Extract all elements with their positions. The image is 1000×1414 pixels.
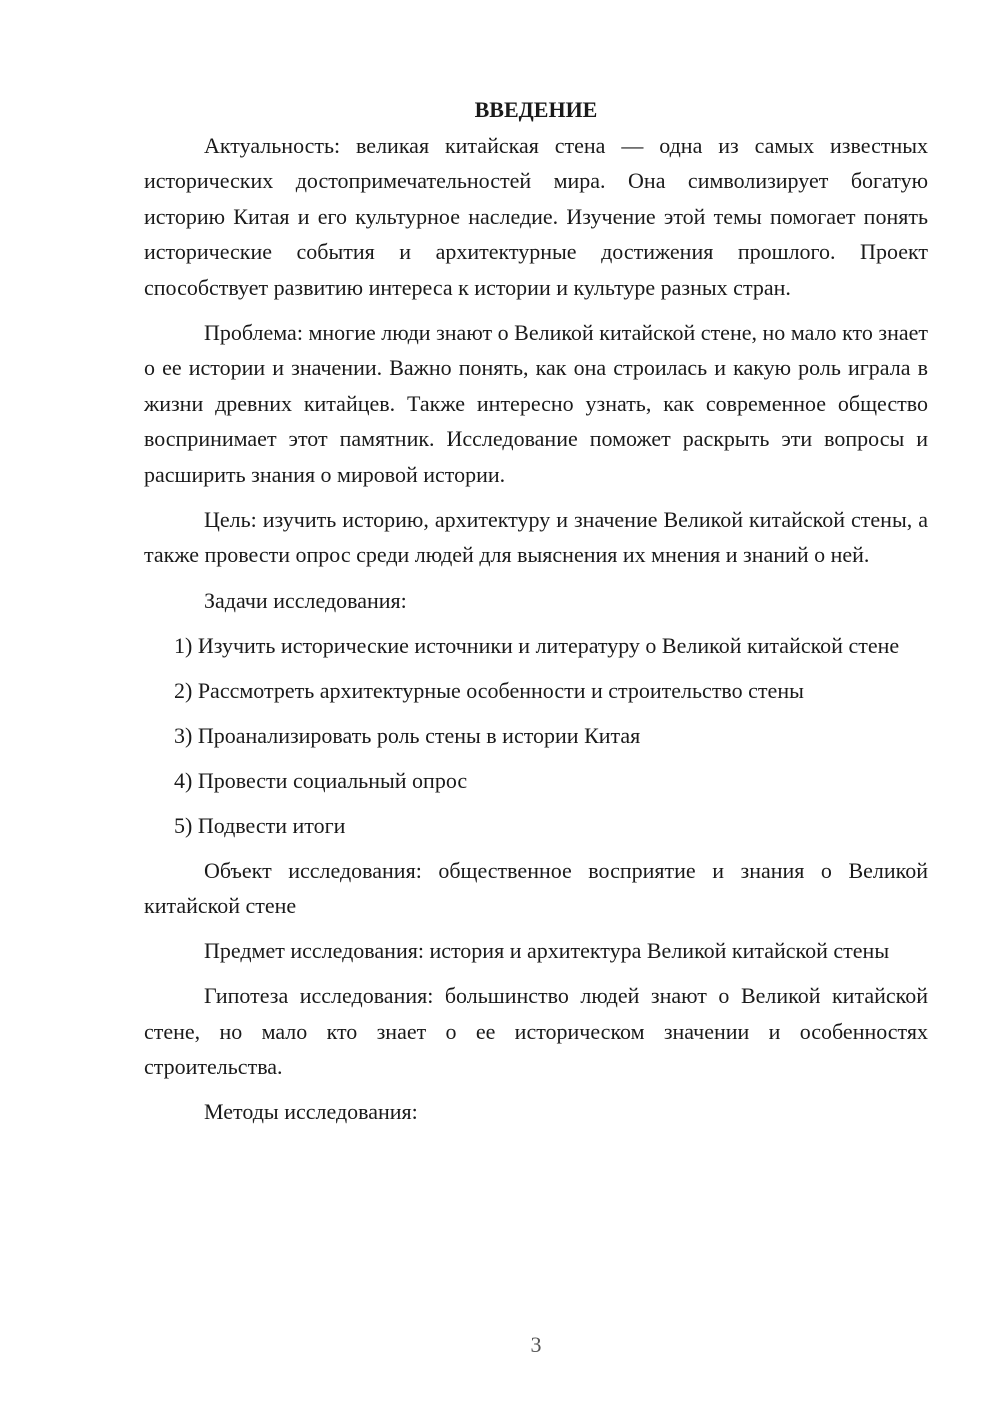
page-content	[144, 92, 928, 1130]
hypothesis-paragraph: Гипотеза исследования: большинство людей знают о Великой китайской стене, но мало кто знает о ее историческом значении и особенностях строительства.	[144, 983, 928, 1080]
object-paragraph: Объект исследования: общественное восприятие и знания о Великой китайской стене	[144, 857, 928, 919]
task-item-4: 4) Провести социальный опрос	[174, 767, 468, 793]
paragraph-spacer	[144, 1085, 928, 1095]
paragraph-spacer	[144, 753, 928, 763]
page-number: 3	[530, 1332, 542, 1357]
paragraph-spacer	[144, 708, 928, 718]
tasks-heading: Задачи исследования:	[204, 587, 407, 613]
task-item-2: 2) Рассмотреть архитектурные особенности и строительство стены	[174, 677, 804, 703]
paragraph-spacer	[144, 969, 928, 979]
relevance-paragraph: Актуальность: великая китайская стена — одна из самых известных исторических достопримечательностей мира. Она символизирует богатую историю Китая и его культурное наследие. Изучение этой темы помогает понять исторические события и архитектурные достижения прошлого. Проект способствует развитию интереса к истории и культуре разных стран.	[144, 133, 928, 300]
page-title: ВВЕДЕНИЕ	[474, 97, 598, 122]
paragraph-spacer	[144, 798, 928, 808]
problem-paragraph: Проблема: многие люди знают о Великой китайской стене, но мало кто знает о ее истории и значении. Важно понять, как она строилась и какую роль играла в жизни древних китайцев. Также интересно узнать, как современное общество воспринимает этот памятник. Исследование поможет раскрыть эти вопросы и расширить знания о мировой истории.	[144, 320, 928, 487]
paragraph-spacer	[144, 573, 928, 583]
subject-paragraph: Предмет исследования: история и архитектура Великой китайской стены	[204, 938, 890, 964]
task-item-5: 5) Подвести итоги	[174, 812, 346, 838]
paragraph-spacer	[144, 618, 928, 628]
task-item-1: 1) Изучить исторические источники и литературу о Великой китайской стене	[174, 632, 900, 658]
task-item-3: 3) Проанализировать роль стены в истории Китая	[174, 722, 641, 748]
paragraph-spacer	[144, 924, 928, 934]
paragraph-spacer	[144, 305, 928, 315]
paragraph-spacer	[144, 663, 928, 673]
goal-paragraph: Цель: изучить историю, архитектуру и значение Великой китайской стены, а также провести опрос среди людей для выяснения их мнения и знаний о ней.	[144, 507, 928, 568]
paragraph-spacer	[144, 492, 928, 502]
paragraph-spacer	[144, 843, 928, 853]
methods-heading: Методы исследования:	[204, 1099, 418, 1125]
